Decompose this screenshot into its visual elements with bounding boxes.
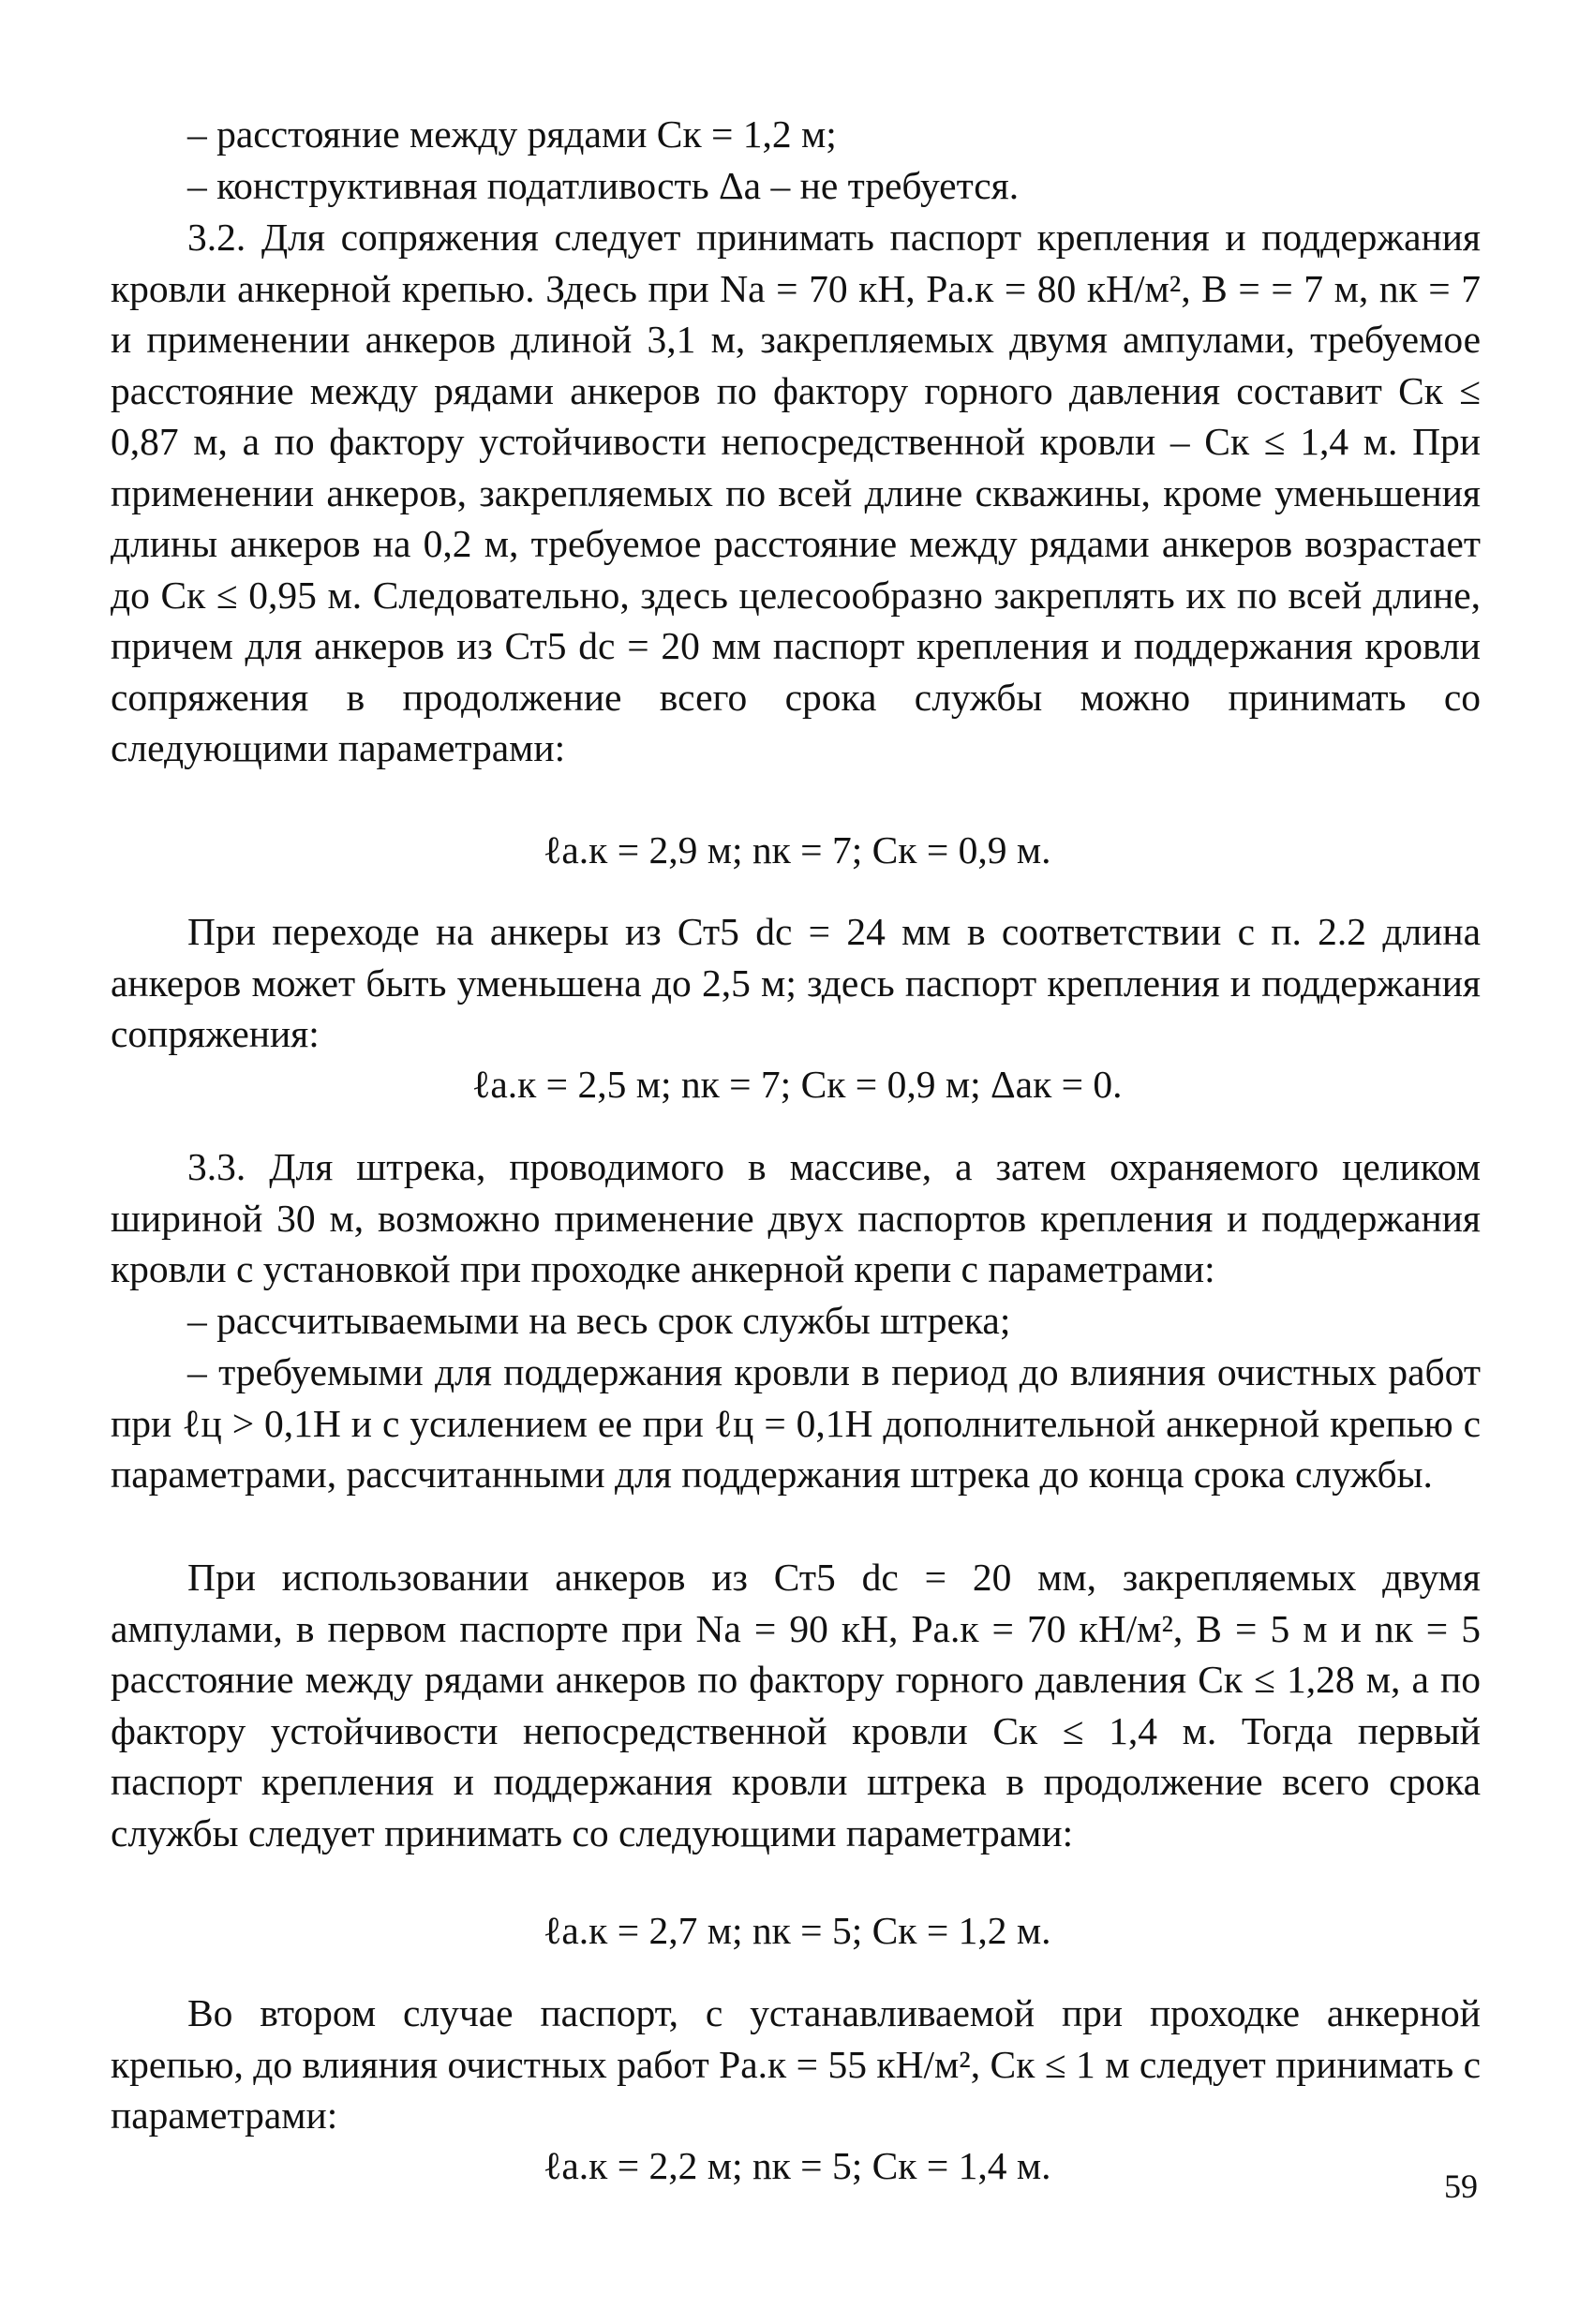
paragraph-transition: При переходе на анкеры из Ст5 dc = 24 мм в соответствии с п. 2.2 длина анкеров может быть уменьшена до 2,5 м; здесь паспорт крепления и поддержания сопряжения: xyxy=(111,910,1481,1055)
list-item-until-influence: – требуемыми для поддержания кровли в период до влияния очистных работ при ℓц > 0,1H и с усилением ее при ℓц = 0,1H дополнительной анкерной крепью с параметрами, рассчитанными для поддержания штрека до конца срока службы. xyxy=(111,1350,1481,1496)
list-item-full-service: – рассчитываемыми на весь срок службы штрека; xyxy=(187,1299,1011,1342)
text-line-row-spacing: – расстояние между рядами Cк = 1,2 м; xyxy=(187,112,837,156)
paragraph-usage: При использовании анкеров из Ст5 dc = 20 мм, закрепляемых двумя ампулами, в первом паспорте при Nа = 90 кН, Pа.к = 70 кН/м², B = 5 м и nк = 5 расстояние между рядами анкеров по фактору горного давления Cк ≤ 1,28 м, а по фактору устойчивости непосредственной кровли Cк ≤ 1,4 м. Тогда первый паспорт крепления и поддержания кровли штрека в продолжение всего срока службы следует принимать со следующими параметрами: xyxy=(111,1556,1481,1855)
paragraph-3-2: 3.2. Для сопряжения следует принимать паспорт крепления и поддержания кровли анкерной крепью. Здесь при Nа = 70 кН, Pа.к = 80 кН/м², В = = 7 м, nк = 7 и применении анкеров длиной 3,1 м, закрепляемых двумя ампулами, требуемое расстояние между рядами анкеров по фактору горного давления составит Cк ≤ 0,87 м, а по фактору устойчивости непосредственной кровли – Cк ≤ 1,4 м. При применении анкеров, закрепляемых по всей длине скважины, кроме уменьшения длины анкеров на 0,2 м, требуемое расстояние между рядами анкеров возрастает до Cк ≤ 0,95 м. Следовательно, здесь целесообразно закреплять их по всей длине, причем для анкеров из Ст5 dc = 20 мм паспорт крепления и поддержания кровли сопряжения в продолжение всего срока службы можно принимать со следующими параметрами: xyxy=(111,216,1481,769)
page-number: 59 xyxy=(1444,2168,1478,2205)
text-line-compliance: – конструктивная податливость Δа – не требуется. xyxy=(187,164,1020,207)
formula-junction-passport: ℓа.к = 2,9 м; nк = 7; Cк = 0,9 м. xyxy=(543,828,1051,872)
formula-first-passport: ℓа.к = 2,7 м; nк = 5; Cк = 1,2 м. xyxy=(543,1909,1051,1952)
formula-second-passport: ℓа.к = 2,2 м; nк = 5; Cк = 1,4 м. xyxy=(543,2144,1051,2187)
formula-junction-passport-24mm: ℓа.к = 2,5 м; nк = 7; Cк = 0,9 м; Δак = 0. xyxy=(471,1063,1123,1106)
paragraph-second-case: Во втором случае паспорт, с устанавливаемой при проходке анкерной крепью, до влияния очистных работ Pа.к = 55 кН/м², Cк ≤ 1 м следует принимать с параметрами: xyxy=(111,1991,1481,2137)
paragraph-3-3: 3.3. Для штрека, проводимого в массиве, а затем охраняемого целиком шириной 30 м, возможно применение двух паспортов крепления и поддержания кровли с установкой при проходке анкерной крепи с параметрами: xyxy=(111,1145,1481,1290)
